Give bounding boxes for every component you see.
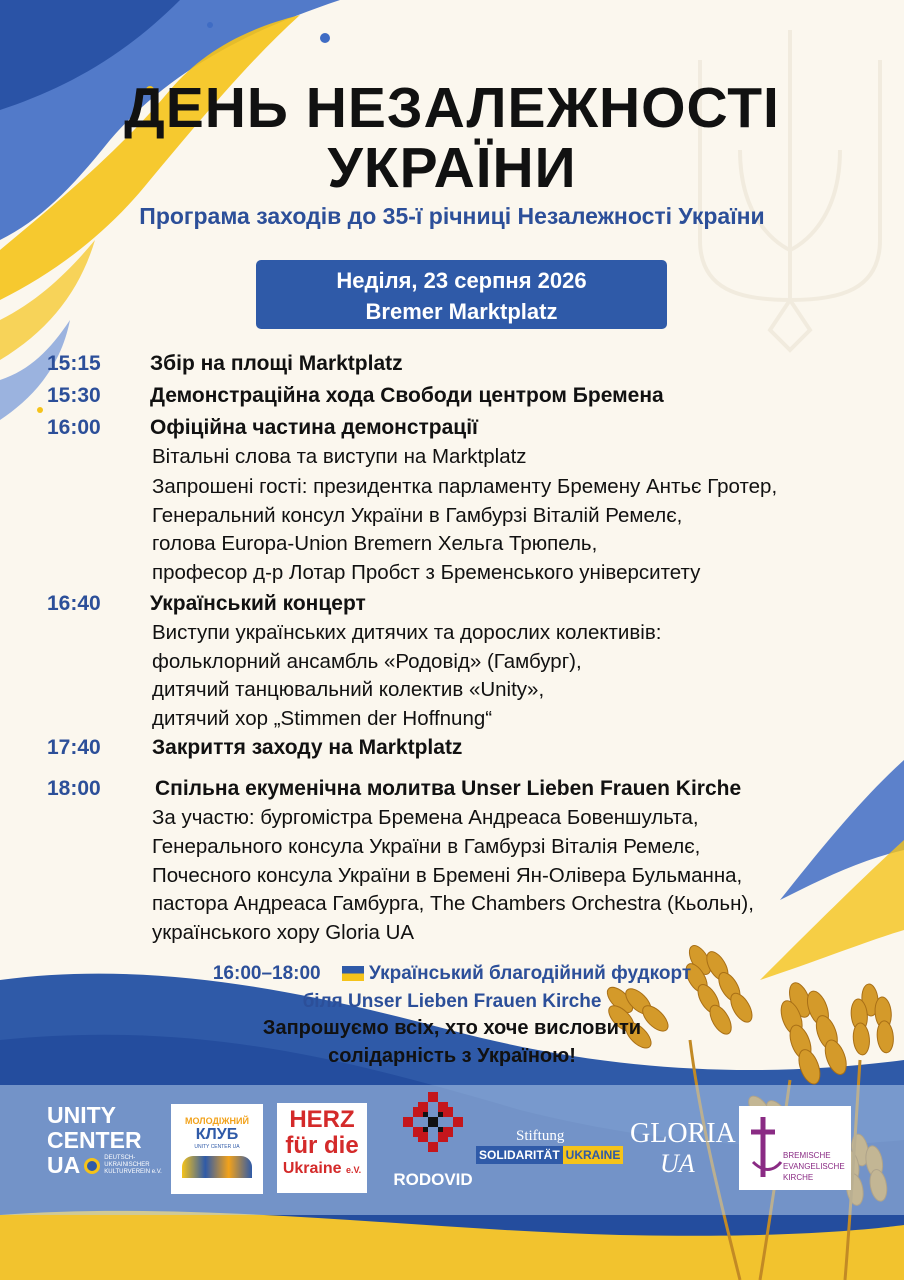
schedule-detail: професор д-р Лотар Пробст з Бременського університету (152, 561, 701, 584)
invite-line-2: солідарність з Україною! (328, 1045, 576, 1067)
schedule-title: Офіційна частина демонстрації (150, 416, 478, 439)
schedule-detail: голова Europa-Union Bremern Хельга Трюпель, (152, 532, 598, 555)
logo-text: KIRCHE (783, 1173, 814, 1182)
schedule-detail: Почесного консула України в Бремені Ян-Олівера Бульманна, (152, 864, 743, 887)
stiftung-logo (476, 1128, 621, 1173)
schedule-title: Український концерт (150, 592, 366, 615)
logo-text: SOLIDARITÄT (476, 1146, 563, 1164)
foodcourt-note (0, 960, 904, 1016)
logo-text: für die (285, 1132, 359, 1159)
schedule-detail: Генеральний консул України в Гамбурзі Віталій Ремелє, (152, 504, 683, 527)
schedule-detail: Вітальні слова та виступи на Marktplatz (152, 445, 527, 468)
schedule-title: Збір на площі Marktplatz (150, 352, 403, 375)
logo-text: Ukraine (282, 1160, 342, 1177)
target-icon (84, 1158, 100, 1174)
schedule-detail: За участю: бургомістра Бремена Андреаса Бовеншульта, (152, 806, 699, 829)
schedule-time: 18:00 (47, 777, 101, 800)
logo-text: BREMISCHE (783, 1151, 831, 1160)
logo-text: UA (660, 1149, 695, 1178)
schedule-time: 16:00 (47, 416, 101, 439)
logo-small-text: UKRAINISCHER (104, 1162, 150, 1168)
logo-text: e.V. (345, 1165, 362, 1175)
schedule-detail: дитячий танцювальний колектив «Unity», (152, 678, 545, 701)
gloria-ua-logo (630, 1118, 736, 1193)
invite-line-1: Запрошуємо всіх, хто хоче висловити (262, 1017, 642, 1039)
title-line-2: УКРАЇНИ (327, 136, 577, 200)
schedule-detail: українського хору Gloria UA (152, 921, 415, 944)
logo-text: UA (47, 1152, 81, 1178)
subtitle: Програма заходів до 35-ї річниці Незалежності України (139, 203, 765, 229)
logo-text: UNITY CENTER UA (194, 1144, 240, 1150)
logo-text: EVANGELISCHE (783, 1162, 845, 1171)
schedule-title: Спільна екуменічна молитва Unser Lieben Frauen Kirche (155, 777, 742, 800)
logo-text: GLORIA (630, 1118, 736, 1149)
page-title (0, 78, 904, 198)
people-icon (182, 1156, 252, 1178)
schedule-time: 16:40 (47, 592, 101, 615)
title-line-1: ДЕНЬ НЕЗАЛЕЖНОСТІ (124, 76, 780, 140)
herz-logo (277, 1103, 367, 1193)
ukraine-flag-icon (342, 966, 364, 981)
schedule-detail: пастора Андреаса Гамбурга, The Chambers Orchestra (Кьольн), (152, 892, 754, 915)
logo-text: HERZ (289, 1106, 355, 1133)
cross-icon (743, 1112, 783, 1182)
schedule-detail: Генерального консула України в Гамбурзі Віталія Ремелє, (152, 835, 701, 858)
foodcourt-place: біля Unser Lieben Frauen Kirche (302, 991, 602, 1012)
foodcourt-time: 16:00–18:00 (212, 963, 321, 984)
unity-center-logo (47, 1103, 162, 1193)
event-date: Неділя, 23 серпня 2026 (336, 268, 587, 293)
schedule-detail: дитячий хор „Stimmen der Hoffnung“ (152, 707, 493, 730)
event-place: Bremer Marktplatz (365, 299, 558, 324)
invitation (0, 1014, 904, 1070)
youth-club-logo (171, 1104, 263, 1194)
schedule-time: 15:15 (47, 352, 101, 375)
schedule-time: 17:40 (47, 736, 101, 759)
schedule-detail: Запрошені гості: президентка парламенту Бремену Антьє Гротер, (152, 475, 778, 498)
logo-small-text: DEUTSCH- (104, 1155, 136, 1161)
foodcourt-title: Український благодійний фудкорт (369, 963, 692, 984)
rodovid-logo (389, 1092, 477, 1192)
embroidery-icon (403, 1092, 463, 1152)
schedule-detail: фольклорний ансамбль «Родовід» (Гамбург), (152, 650, 582, 673)
logo-text: КЛУБ (195, 1126, 239, 1143)
schedule-title: Закриття заходу на Marktplatz (152, 736, 463, 759)
date-box (256, 260, 667, 329)
logo-text: UNITY (47, 1102, 116, 1128)
logo-text: UKRAINE (563, 1146, 624, 1164)
logo-text: Stiftung (516, 1128, 565, 1144)
schedule-time: 15:30 (47, 384, 101, 407)
bek-logo (739, 1106, 851, 1190)
schedule-detail: Виступи українських дитячих та дорослих колективів: (152, 621, 662, 644)
logo-text: CENTER (47, 1127, 142, 1153)
schedule-title: Демонстраційна хода Свободи центром Бремена (150, 384, 664, 407)
logo-text: МОЛОДІЖНИЙ (185, 1116, 249, 1126)
logo-small-text: KULTURVEREIN e.V. (104, 1169, 162, 1175)
logo-text: RODOVID (393, 1170, 473, 1189)
